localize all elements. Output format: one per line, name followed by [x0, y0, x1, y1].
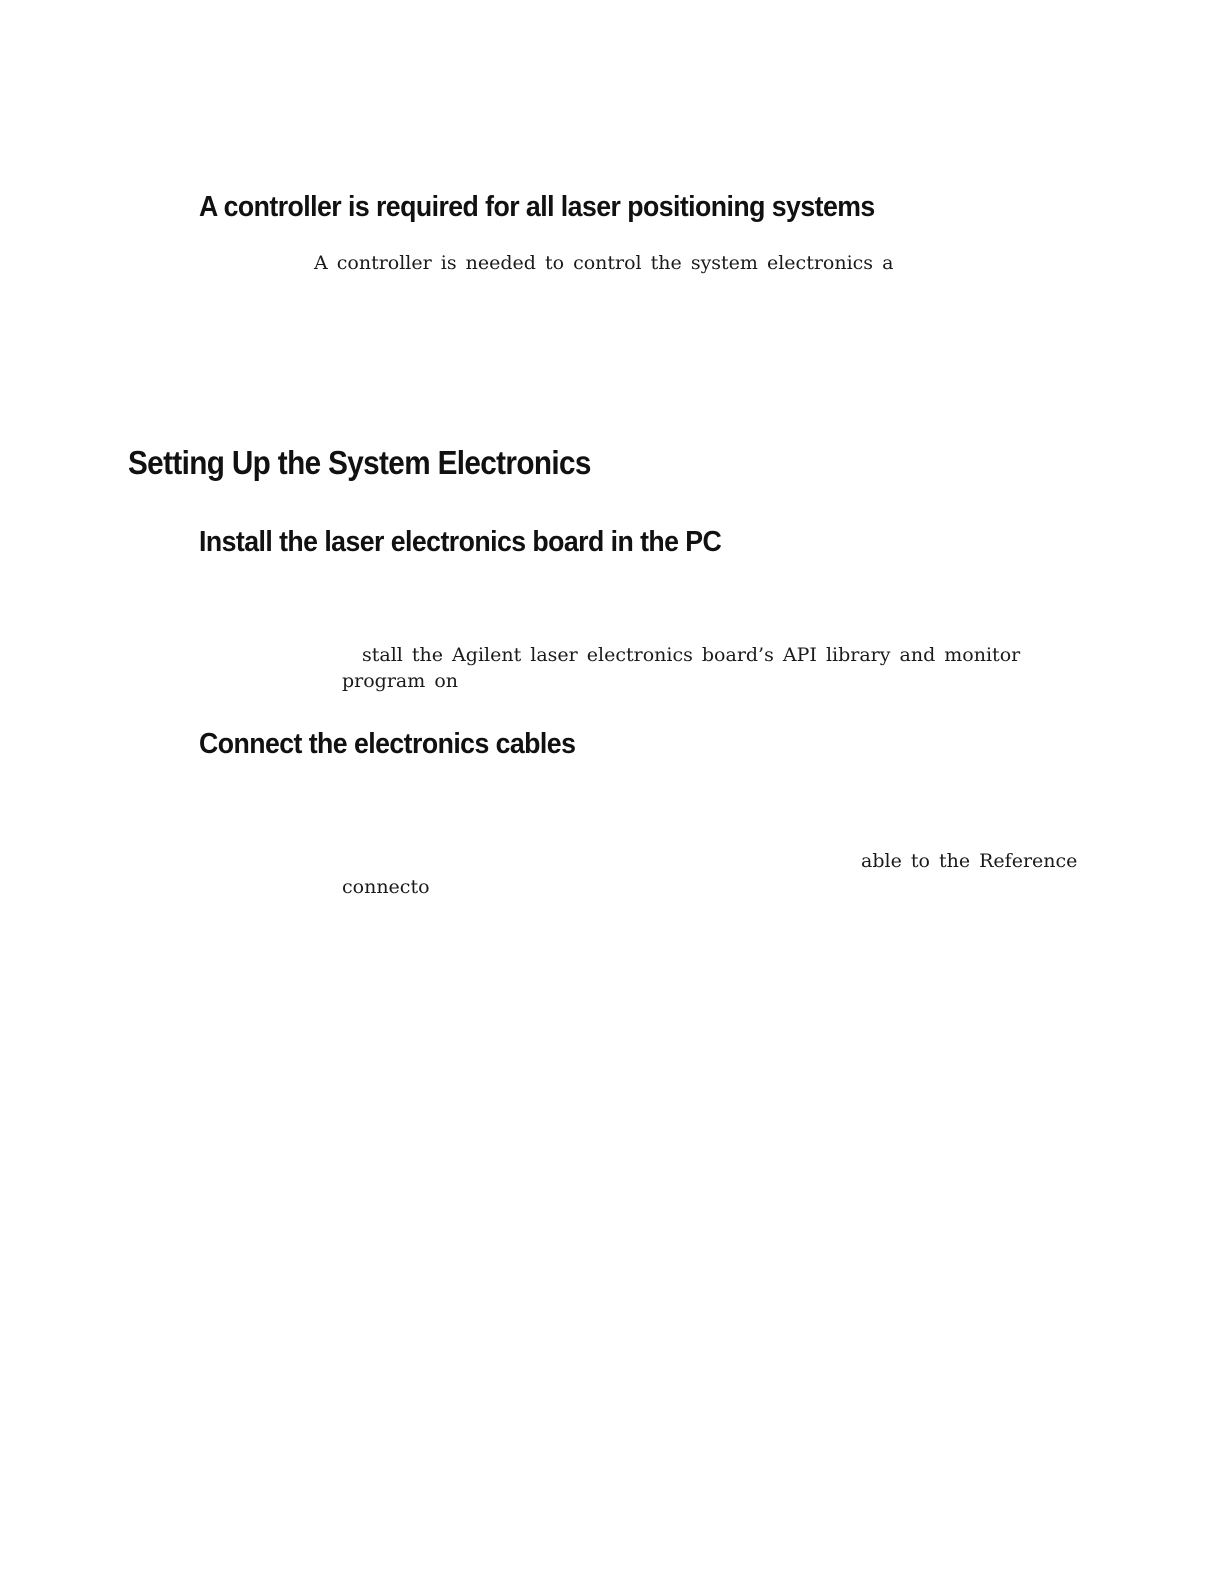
cables-paragraph-line-2: connecto [342, 876, 430, 898]
cables-paragraph-line-1: able to the Reference [861, 850, 1078, 872]
controller-paragraph: A controller is needed to control the system electronics a [314, 252, 894, 274]
section-heading-install-board: Install the laser electronics board in the PC [199, 526, 722, 558]
section-heading-controller: A controller is required for all laser positioning systems [199, 191, 875, 223]
install-paragraph-line-1: stall the Agilent laser electronics board’s API library and monitor [362, 644, 1021, 666]
chapter-heading-system-electronics: Setting Up the System Electronics [128, 444, 591, 481]
section-heading-connect-cables: Connect the electronics cables [199, 728, 576, 760]
install-paragraph-line-2: program on [342, 670, 458, 692]
